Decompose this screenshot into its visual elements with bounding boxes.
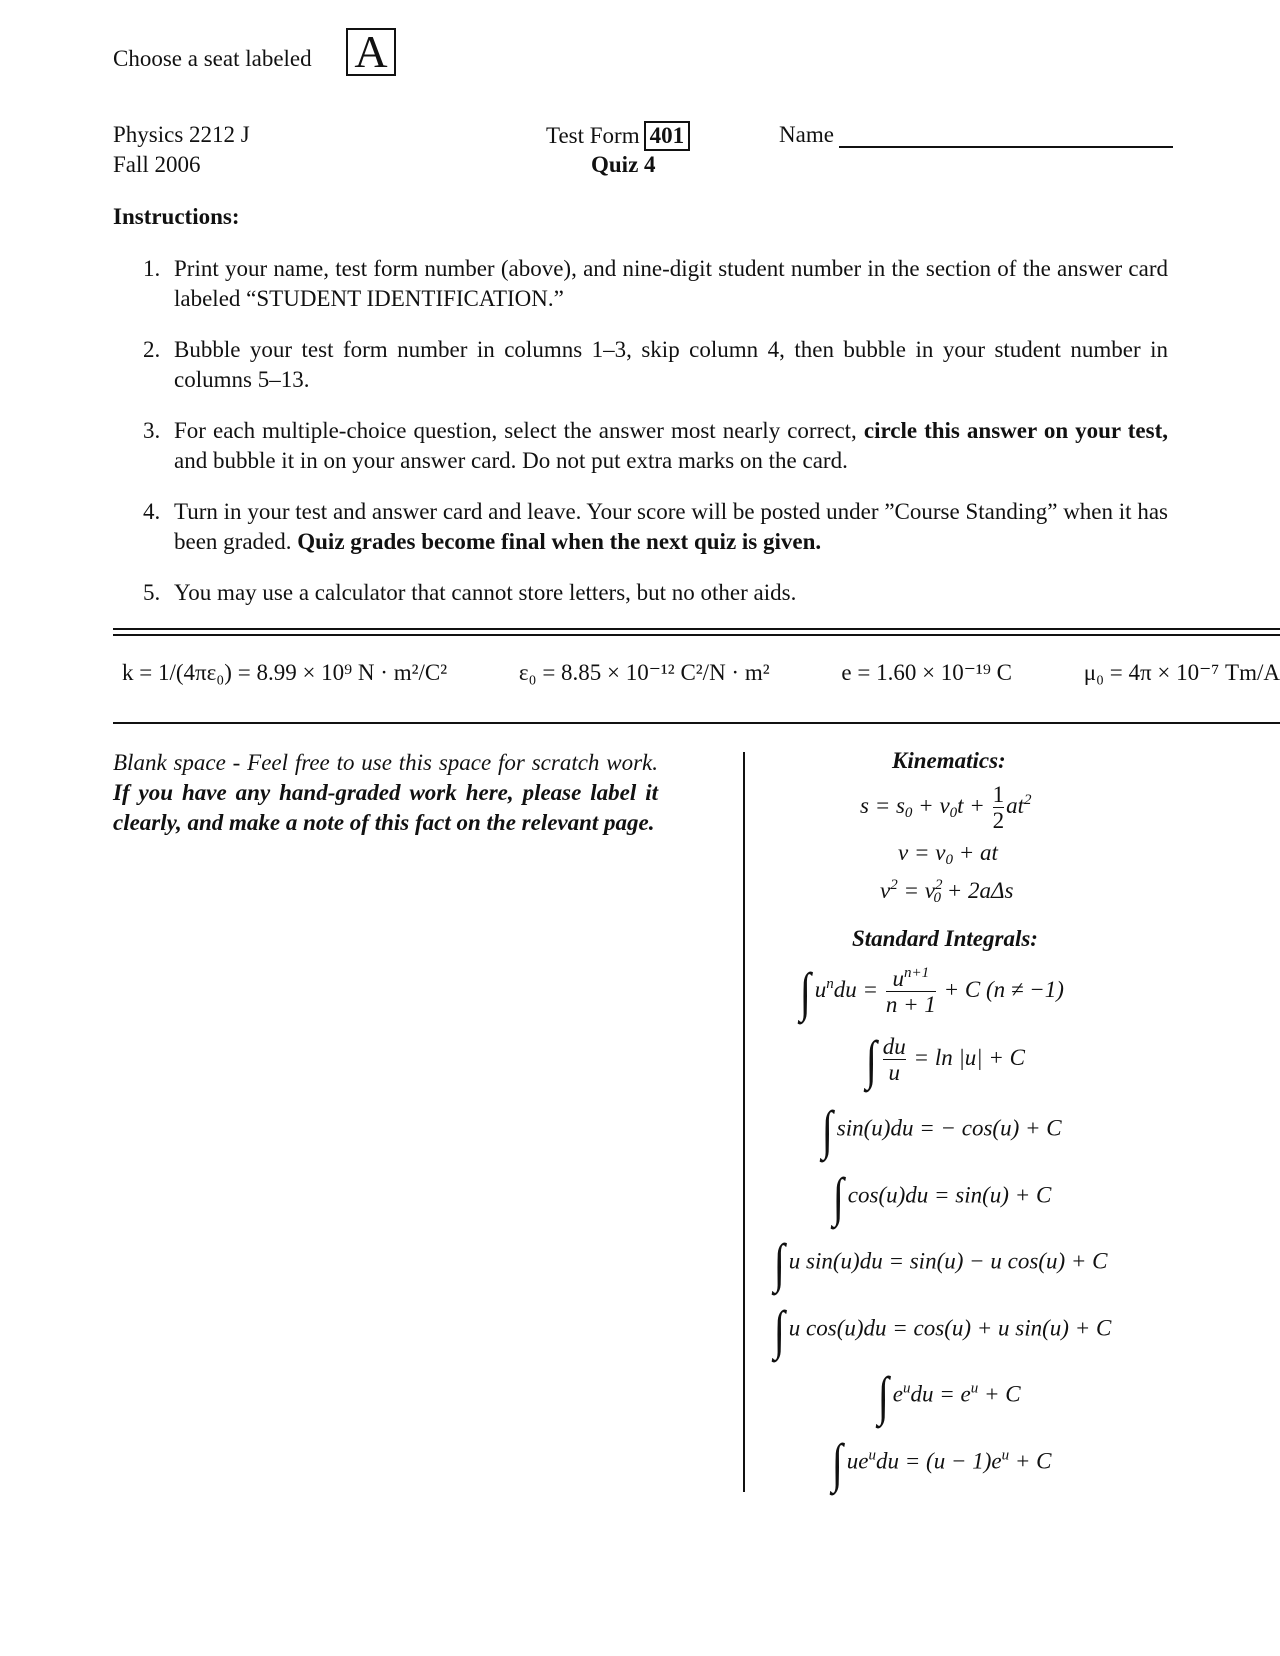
frac-num: du	[882, 1034, 906, 1059]
column-divider	[743, 752, 745, 1492]
eq-part: s = s	[860, 792, 905, 818]
eq-part: + 2aΔs	[940, 878, 1014, 903]
integral-sign: ∫	[773, 1233, 785, 1293]
eq-part: v	[880, 878, 891, 903]
eq-part: = ln |u| + C	[913, 1044, 1025, 1070]
eq-part: + C	[978, 1381, 1021, 1407]
eq-sup: u	[903, 1380, 911, 1397]
quiz-title: Quiz 4	[591, 152, 656, 177]
eq-sup: u	[970, 1380, 979, 1397]
frac-num: u	[892, 966, 905, 991]
instruction-item	[143, 578, 1168, 608]
fraction-du-u	[883, 1034, 906, 1085]
instruction-number: 4.	[143, 499, 161, 524]
eq-part: cos(u)du = sin(u) + C	[847, 1182, 1052, 1208]
instruction-number: 3.	[143, 418, 161, 443]
instruction-text: You may use a calculator that cannot store letters, but no other aids.	[174, 580, 797, 605]
eq-part: + v	[912, 792, 950, 818]
frac-den: u	[888, 1060, 901, 1085]
eq-sub: 0	[904, 804, 913, 821]
eq-part: u	[814, 976, 827, 1002]
instruction-text: Bubble your test form number in columns 1–3, skip column 4, then bubble in your student number in columns 5–13.	[174, 337, 1168, 392]
integral-sign: ∫	[821, 1100, 833, 1160]
eq-part: sin(u)du = − cos(u) + C	[836, 1115, 1062, 1141]
instruction-text-part: and bubble it in on your answer card. Do not put extra marks on the card.	[174, 448, 848, 473]
instruction-item	[143, 497, 1168, 557]
integral-sign: ∫	[773, 1300, 785, 1360]
integral-u-sin	[772, 1233, 1108, 1293]
eq-sub: 0	[949, 804, 958, 821]
eq-part: + at	[952, 840, 998, 865]
double-rule-top	[113, 628, 1280, 630]
integral-sin	[820, 1100, 1062, 1160]
test-form-label: Test Form	[546, 123, 640, 148]
eq-part: + C	[1009, 1448, 1052, 1474]
integral-u-cos	[772, 1300, 1112, 1360]
eq-part: ue	[846, 1448, 869, 1474]
test-form	[546, 121, 690, 151]
instruction-item	[143, 254, 1168, 314]
instruction-text	[174, 497, 1168, 557]
instruction-item	[143, 416, 1168, 476]
instruction-text-bold: circle this answer on your test,	[863, 418, 1168, 443]
integrals-title: Standard Integrals:	[852, 926, 1038, 951]
instruction-text-bold: Quiz grades become final when the next quiz is given.	[297, 529, 822, 554]
integral-exp	[876, 1366, 1021, 1426]
integral-sign: ∫	[799, 961, 811, 1022]
frac-den: 2	[992, 808, 1005, 833]
instruction-text: Print your name, test form number (above), and nine-digit student number in the section of the answer card labeled “STUDENT IDENTIFICATION.”	[174, 256, 1168, 311]
instruction-number: 5.	[143, 580, 161, 605]
term: Fall 2006	[113, 152, 201, 177]
eq-part: du =	[833, 976, 879, 1002]
blank-space-bold-text: If you have any hand-graded work here, please label it clearly, and make a note of this fact on the relevant page.	[113, 780, 658, 835]
integral-sign: ∫	[832, 1167, 844, 1227]
fraction-power	[886, 966, 936, 1017]
eq-part: + C (n ≠ −1)	[943, 976, 1064, 1002]
eq-part: t +	[957, 792, 991, 818]
fraction-half	[993, 782, 1005, 833]
eq-sup: n+1	[904, 965, 930, 981]
eq-part: du = (u − 1)e	[876, 1448, 1002, 1474]
eq-part: at	[1006, 792, 1024, 818]
eq-part: e	[892, 1381, 904, 1407]
course-name: Physics 2212 J	[113, 122, 250, 147]
integral-sign: ∫	[877, 1366, 889, 1426]
seat-letter-box: A	[346, 28, 396, 76]
integral-u-exp	[830, 1433, 1052, 1493]
frac-den: n + 1	[885, 992, 936, 1017]
constant-mu0: μ₀ = 4π × 10⁻⁷ Tm/A	[1083, 660, 1280, 685]
instructions-title: Instructions:	[113, 204, 240, 229]
eq-part: u cos(u)du = cos(u) + u sin(u) + C	[788, 1315, 1112, 1341]
integral-power-rule	[798, 961, 1064, 1022]
eq-sup: 2	[890, 877, 898, 893]
frac-num: 1	[992, 782, 1005, 807]
blank-space-note	[113, 748, 658, 838]
constant-k: k = 1/(4πε₀) = 8.99 × 10⁹ N · m²/C²	[122, 660, 448, 685]
integral-cos	[831, 1167, 1052, 1227]
kinematics-title: Kinematics:	[892, 748, 1006, 773]
test-form-number: 401	[644, 121, 691, 151]
instruction-item	[143, 335, 1168, 395]
double-rule-bottom	[113, 634, 1280, 636]
instruction-number: 2.	[143, 337, 161, 362]
physical-constants	[122, 660, 1280, 686]
instruction-text	[174, 416, 1168, 476]
integral-sign: ∫	[831, 1433, 843, 1493]
name-field-line[interactable]	[839, 146, 1173, 148]
constant-e: e = 1.60 × 10⁻¹⁹ C	[841, 660, 1012, 685]
eq-part: = v	[897, 878, 935, 903]
kinematics-eq-position	[860, 782, 1031, 833]
eq-part: u sin(u)du = sin(u) − u cos(u) + C	[788, 1248, 1108, 1274]
blank-space-text: Blank space - Feel free to use this space for scratch work.	[113, 750, 658, 775]
integral-log-rule	[864, 1029, 1025, 1090]
integral-sign: ∫	[865, 1029, 877, 1090]
kinematics-eq-velocity	[898, 840, 998, 866]
eq-sub: 0	[933, 890, 941, 906]
kinematics-eq-v-squared	[880, 878, 1013, 904]
name-label: Name	[779, 122, 834, 147]
eq-part: du = e	[910, 1381, 971, 1407]
instruction-text-part: Turn in your test and answer card and leave. Your score will be posted under ”Course Standing” when it has been graded.	[174, 499, 1168, 554]
seat-label: Choose a seat labeled	[113, 46, 312, 71]
instruction-number: 1.	[143, 256, 161, 281]
eq-part: v = v	[898, 840, 946, 865]
constant-epsilon0: ε₀ = 8.85 × 10⁻¹² C²/N · m²	[518, 660, 770, 685]
eq-sup: u	[868, 1447, 877, 1464]
constants-bottom-rule	[113, 722, 1280, 724]
eq-sup: n	[826, 975, 834, 992]
eq-sup: u	[1001, 1447, 1010, 1464]
eq-sup: 2	[1023, 791, 1032, 808]
eq-sub: 0	[945, 852, 953, 868]
instruction-text-part: For each multiple-choice question, select the answer most nearly correct,	[174, 418, 864, 443]
eq-sup: 2	[934, 877, 943, 893]
